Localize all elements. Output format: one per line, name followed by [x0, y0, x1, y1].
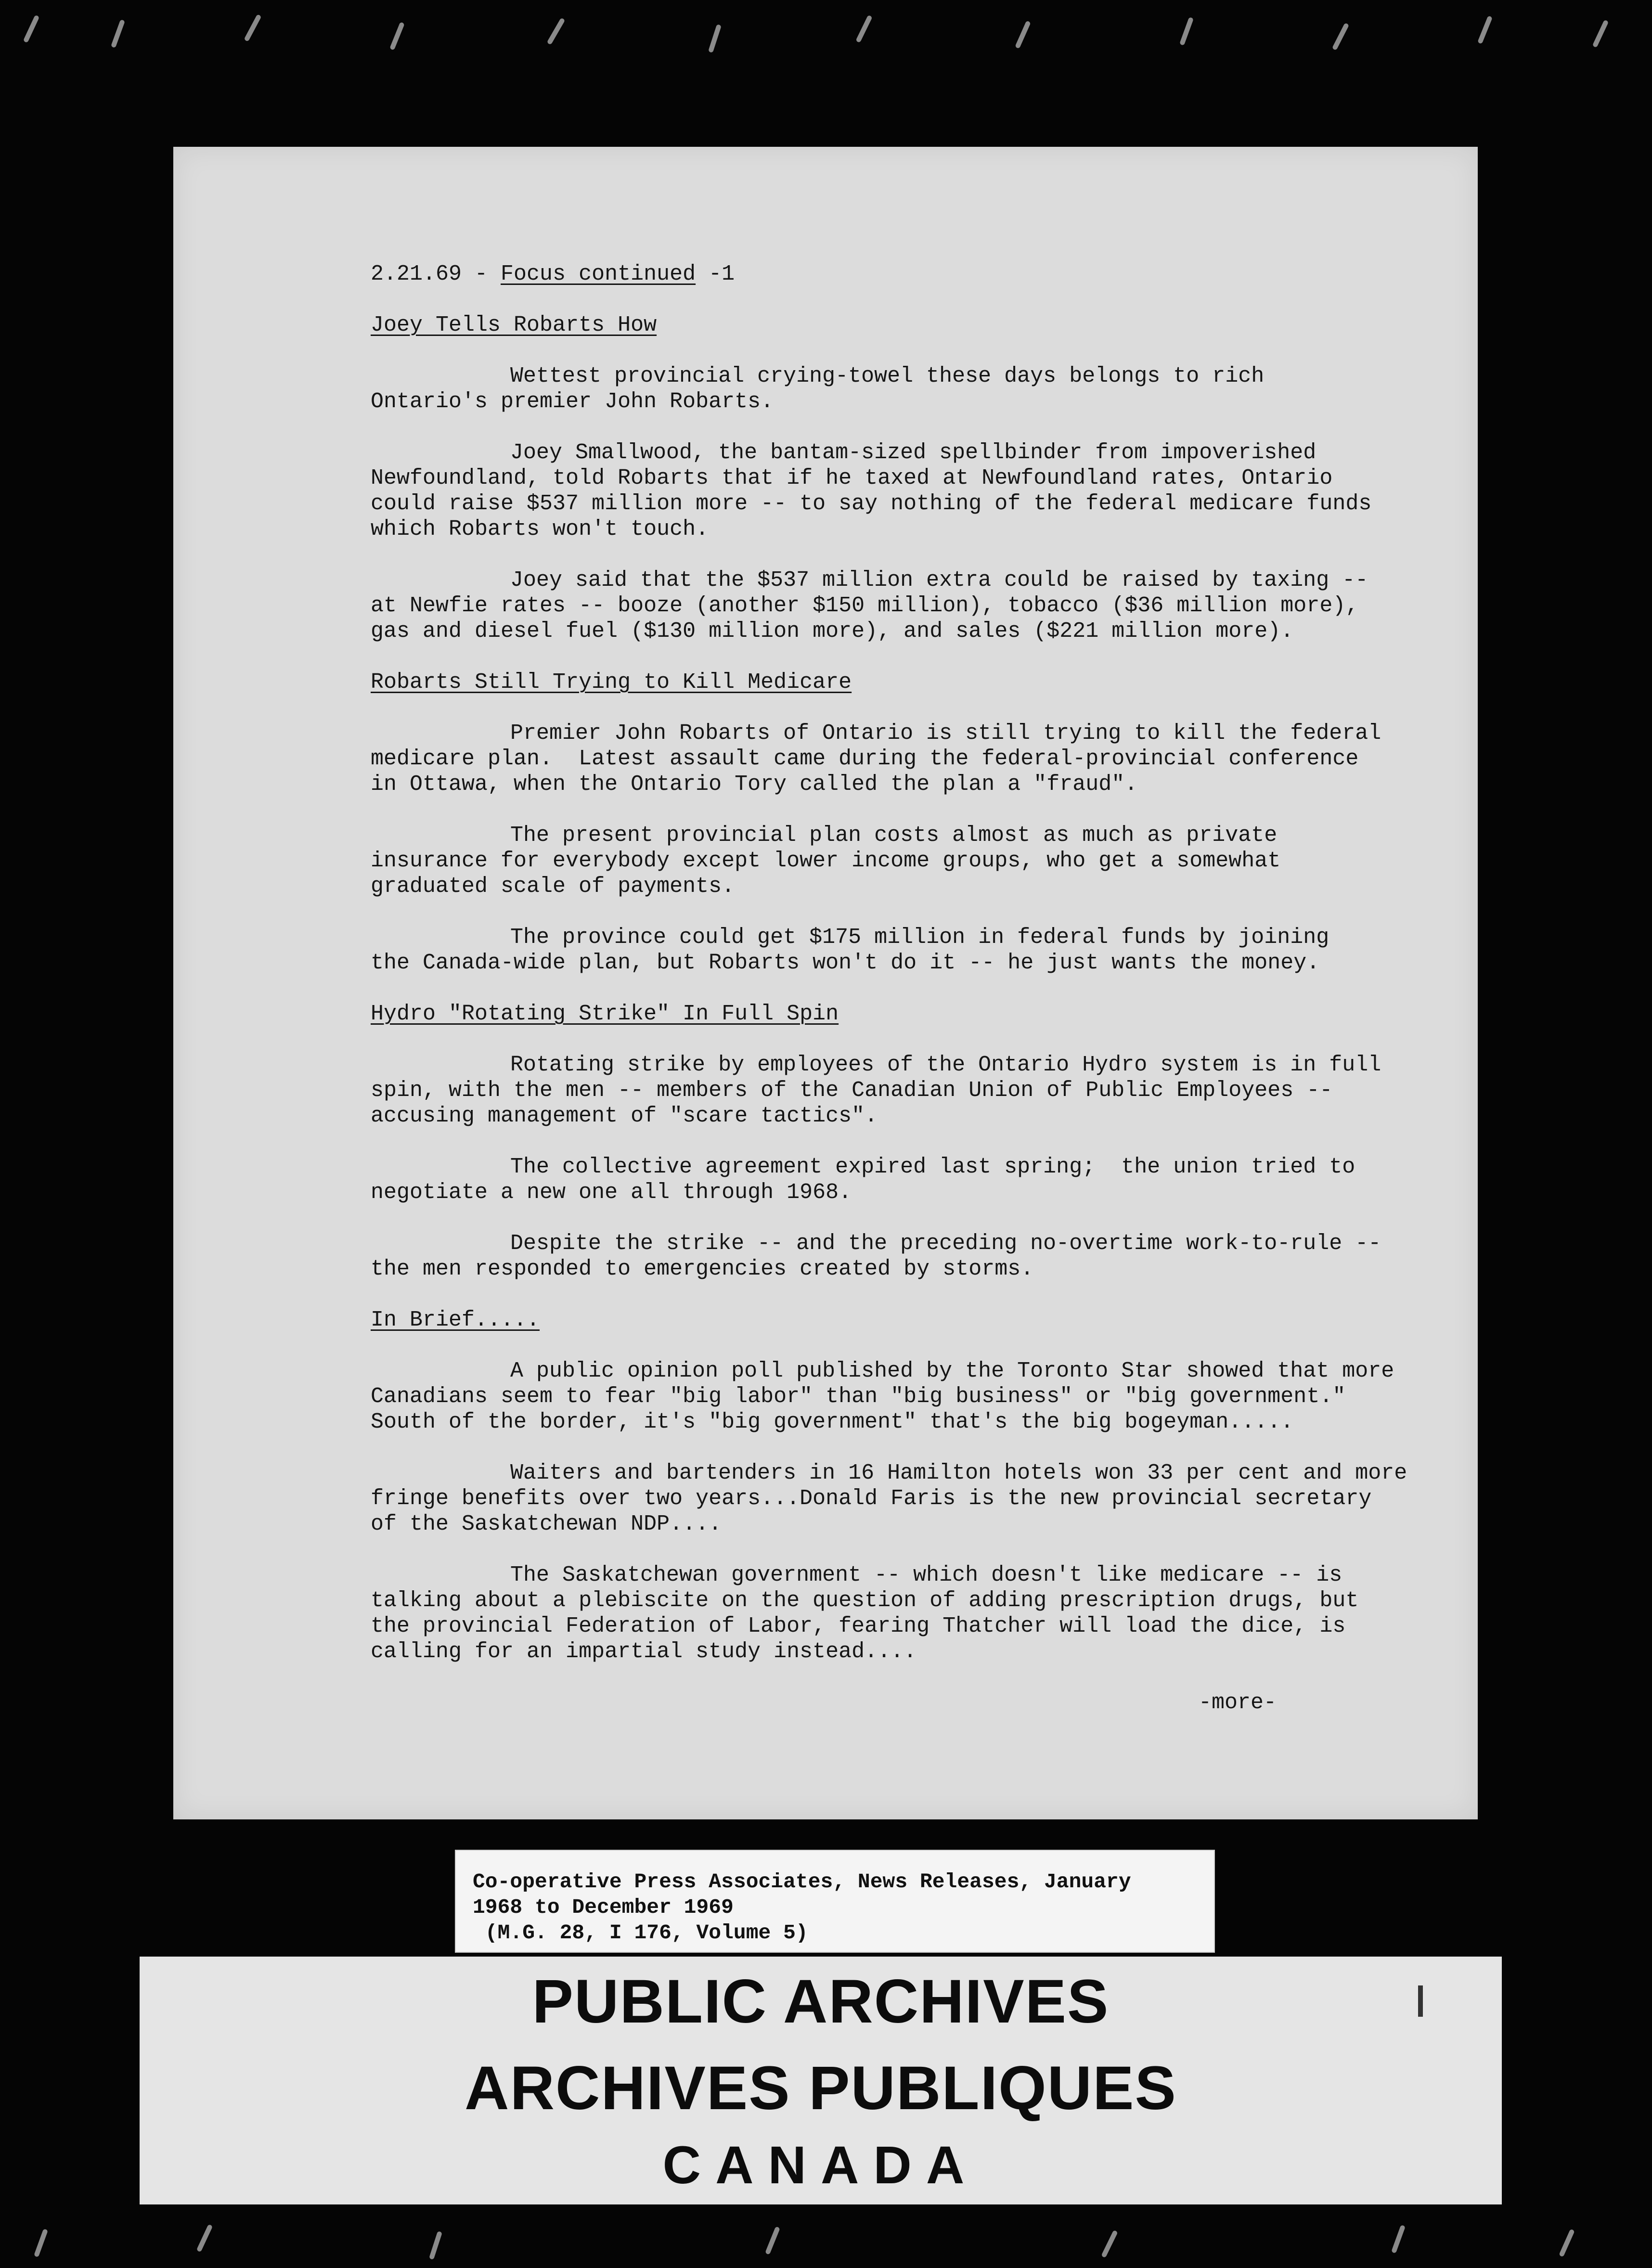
banner-line-french: ARCHIVES PUBLIQUES [465, 2054, 1177, 2123]
paragraph-line: at Newfie rates -- booze (another $150 million), tobacco ($36 million more), [371, 593, 1359, 618]
paragraph-line: Newfoundland, told Robarts that if he taxed at Newfoundland rates, Ontario [371, 466, 1333, 490]
paragraph-line: the provincial Federation of Labor, fearing Thatcher will load the dice, is [371, 1614, 1346, 1638]
paragraph-line: negotiate a new one all through 1968. [371, 1180, 852, 1205]
header-date: 2.21.69 - [371, 262, 501, 286]
paragraph-line: Wettest provincial crying-towel these days belongs to rich [510, 364, 1265, 388]
paragraph-line: Canadians seem to fear "big labor" than "big business" or "big government." [371, 1384, 1346, 1409]
section-heading: Hydro "Rotating Strike" In Full Spin [371, 1002, 839, 1026]
paragraph-line: could raise $537 million more -- to say nothing of the federal medicare funds [371, 491, 1372, 516]
paragraph-line: The collective agreement expired last spring; the union tried to [510, 1155, 1355, 1179]
paragraph-line: The Saskatchewan government -- which doesn't like medicare -- is [510, 1563, 1342, 1587]
paragraph-line: spin, with the men -- members of the Canadian Union of Public Employees -- [371, 1078, 1333, 1103]
paragraph-line: South of the border, it's "big government" that's the big bogeyman..... [371, 1410, 1294, 1434]
paragraph-line: insurance for everybody except lower income groups, who get a somewhat [371, 849, 1281, 873]
section-heading: In Brief..... [371, 1308, 540, 1332]
page-header [371, 261, 1406, 287]
paragraph-line: graduated scale of payments. [371, 874, 735, 899]
paragraph-line: The present provincial plan costs almost as much as private [510, 823, 1278, 848]
paragraph-line: Waiters and bartenders in 16 Hamilton hotels won 33 per cent and more [510, 1461, 1407, 1485]
document-body [371, 261, 1406, 1715]
paragraph-line: in Ottawa, when the Ontario Tory called the plan a "fraud". [371, 772, 1138, 797]
section-heading: Robarts Still Trying to Kill Medicare [371, 670, 852, 695]
archive-reference-label [455, 1850, 1215, 1953]
paragraph-line: Ontario's premier John Robarts. [371, 389, 774, 414]
paragraph-line: Rotating strike by employees of the Ontario Hydro system is in full [510, 1053, 1381, 1077]
banner-line-country: CANADA [662, 2136, 979, 2195]
paragraph-line: Premier John Robarts of Ontario is still trying to kill the federal [510, 721, 1381, 746]
section-heading: Joey Tells Robarts How [371, 313, 657, 337]
paragraph-line: A public opinion poll published by the Toronto Star showed that more [510, 1359, 1394, 1383]
document-page [173, 147, 1478, 1819]
paragraph-line: of the Saskatchewan NDP.... [371, 1512, 722, 1536]
header-page-mark: -1 [696, 262, 735, 286]
paragraph-line: Despite the strike -- and the preceding no-overtime work-to-rule -- [510, 1231, 1381, 1256]
label-line: (M.G. 28, I 176, Volume 5) [473, 1921, 808, 1945]
film-edge-bottom [0, 2195, 1652, 2268]
continuation-marker: -more- [1199, 1690, 1277, 1715]
paragraph-line: the men responded to emergencies created by storms. [371, 1257, 1034, 1281]
paragraph-line: which Robarts won't touch. [371, 517, 709, 541]
paragraph-line: calling for an impartial study instead.... [371, 1639, 917, 1664]
paragraph-line: accusing management of "scare tactics". [371, 1104, 878, 1128]
header-title: Focus continued [501, 262, 696, 286]
label-line: 1968 to December 1969 [473, 1895, 734, 1919]
paragraph-line: medicare plan. Latest assault came during the federal-provincial conference [371, 747, 1359, 771]
film-edge-top [0, 0, 1652, 63]
paragraph-line: fringe benefits over two years...Donald Faris is the new provincial secretary [371, 1486, 1372, 1511]
banner-line-english: PUBLIC ARCHIVES [532, 1967, 1110, 2036]
scratch-mark [1418, 1985, 1423, 2017]
paragraph-line: the Canada-wide plan, but Robarts won't do it -- he just wants the money. [371, 951, 1320, 975]
paragraph-line: Joey said that the $537 million extra could be raised by taxing -- [510, 568, 1368, 593]
paragraph-line: Joey Smallwood, the bantam-sized spellbinder from impoverished [510, 440, 1316, 465]
label-line: Co-operative Press Associates, News Releases, January [473, 1870, 1131, 1894]
paragraph-line: The province could get $175 million in federal funds by joining [510, 925, 1329, 950]
paragraph-line: talking about a plebiscite on the question of adding prescription drugs, but [371, 1588, 1359, 1613]
public-archives-banner [140, 1957, 1502, 2204]
paragraph-line: gas and diesel fuel ($130 million more), and sales ($221 million more). [371, 619, 1294, 644]
